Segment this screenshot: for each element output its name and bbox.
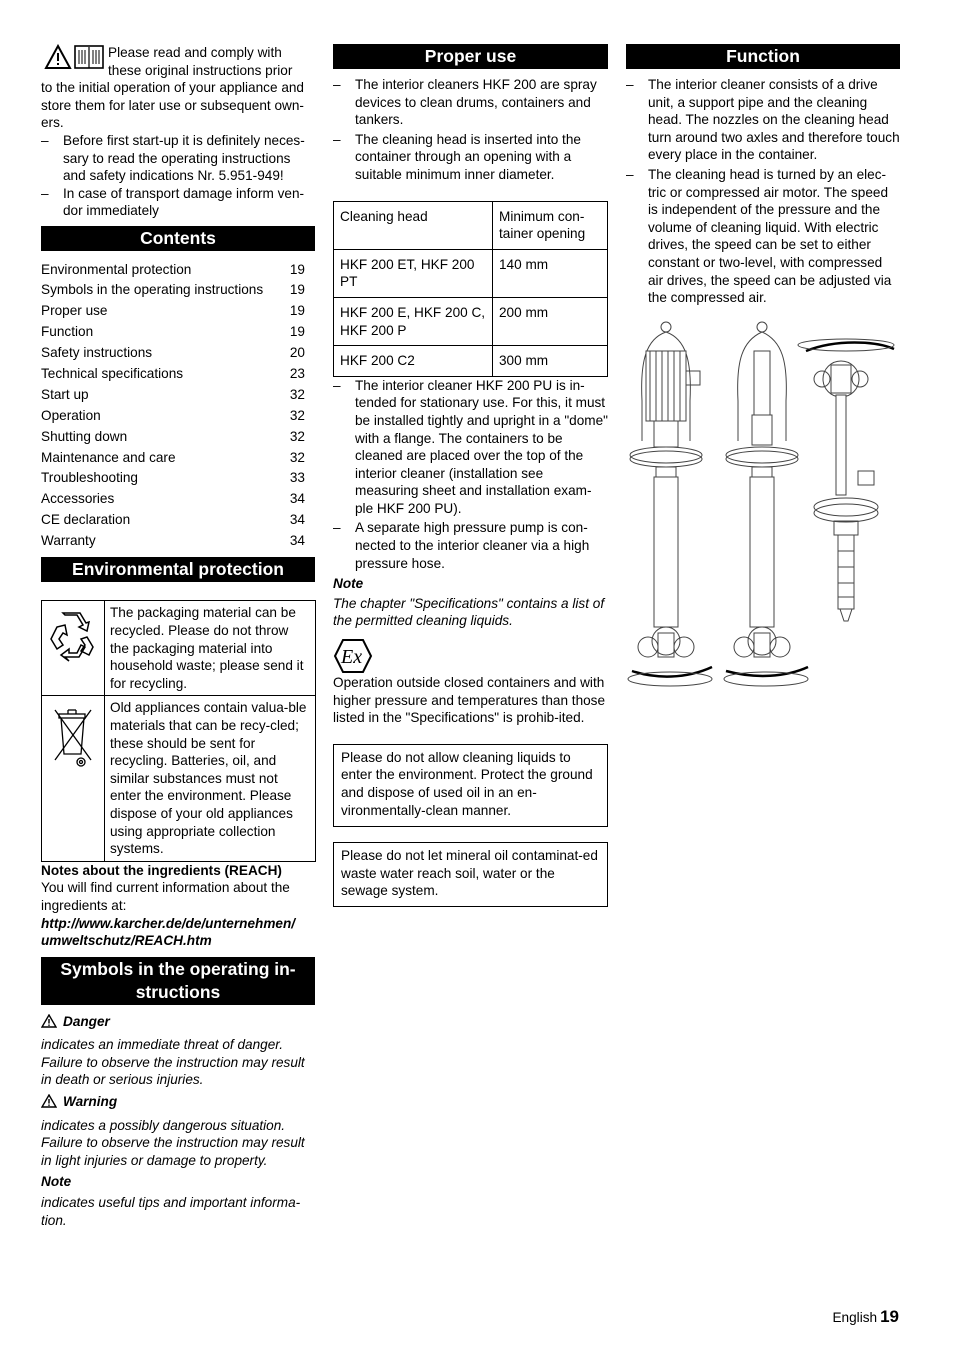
opening-table	[333, 201, 608, 377]
table-cell: HKF 200 ET, HKF 200 PT	[334, 249, 493, 297]
toc-row[interactable]	[41, 301, 315, 322]
proper-use-bullet-1: – The interior cleaners HKF 200 are spray devices to clean drums, containers and tankers.	[333, 76, 608, 129]
toc-row[interactable]	[41, 363, 315, 384]
footer-language: English	[832, 1310, 878, 1325]
warning-manual-icon	[44, 44, 106, 70]
toc-row[interactable]	[41, 426, 315, 447]
intro-line-2: these original instructions prior	[108, 62, 293, 78]
environment-notice-box	[333, 744, 608, 827]
toc-page: 32	[289, 449, 305, 465]
table-header-row	[334, 201, 608, 249]
reach-link-1[interactable]: http://www.karcher.de/de/unternehmen/	[41, 915, 296, 931]
environmental-row	[42, 601, 316, 696]
column-right	[626, 44, 900, 703]
toc-page: 20	[289, 345, 305, 361]
proper-use-note-label: Note	[333, 576, 364, 592]
table-row	[334, 346, 608, 377]
environmental-heading: Environmental protection	[41, 557, 315, 582]
toc-label: Proper use	[41, 303, 108, 319]
toc-page: 32	[289, 407, 305, 423]
intro-text: to the initial operation of your appliance and store them for later use or subsequent own-ers.	[41, 80, 304, 131]
proper-use-bullet-3: – The interior cleaner HKF 200 PU is in-tended for stationary use. For this, it must be installed tightly and upright in a "dome" with a flange. The containers to be cleaned are placed over the top of the interior cleaner (installation see measuring sheet and installation exam-ple HKF 200 PU).	[333, 377, 608, 518]
table-row	[334, 297, 608, 345]
toc-row[interactable]	[41, 343, 315, 364]
toc-label: Operation	[41, 407, 101, 423]
toc-label: CE declaration	[41, 512, 131, 528]
function-heading: Function	[626, 44, 900, 69]
toc-label: Maintenance and care	[41, 449, 176, 465]
proper-use-heading: Proper use	[333, 44, 608, 69]
toc-row[interactable]	[41, 531, 315, 552]
table-cell: HKF 200 C2	[334, 346, 493, 377]
danger-label: Danger	[63, 1013, 110, 1029]
interior-cleaner-drawing	[626, 321, 900, 699]
contents-table	[41, 259, 315, 551]
toc-row[interactable]	[41, 468, 315, 489]
reach-text: You will find current information about the ingredients at:	[41, 880, 290, 913]
reach-link-2[interactable]: umweltschutz/REACH.htm	[41, 933, 212, 949]
toc-row[interactable]	[41, 510, 315, 531]
environmental-row	[42, 696, 316, 861]
toc-row[interactable]	[41, 489, 315, 510]
table-header-cell: Minimum con-tainer opening	[493, 201, 608, 249]
explosion-protection-icon	[333, 638, 608, 674]
toc-page: 34	[289, 533, 305, 549]
toc-label: Safety instructions	[41, 345, 153, 361]
crossed-bin-text: Old appliances contain valua-ble materials that can be recy-cled; these should be sent for recycling. Batteries, oil, and similar substances must not enter the environment. Please dispose of your old appliances using appropriate collection systems.	[105, 696, 316, 861]
toc-page: 32	[289, 386, 305, 402]
interior-cleaner-illustration	[626, 321, 900, 704]
warning-label: Warning	[63, 1094, 118, 1110]
toc-page: 19	[289, 324, 305, 340]
toc-row[interactable]	[41, 447, 315, 468]
toc-row[interactable]	[41, 405, 315, 426]
proper-use-bullets	[333, 76, 608, 184]
table-cell: 200 mm	[493, 297, 608, 345]
note-text: indicates useful tips and important informa-tion.	[41, 1195, 301, 1228]
function-bullets	[626, 76, 900, 307]
toc-label: Technical specifications	[41, 366, 184, 382]
toc-label: Warranty	[41, 533, 96, 549]
toc-page: 32	[289, 428, 305, 444]
toc-page: 19	[289, 282, 305, 298]
intro-bullet-2: – In case of transport damage inform ven-dor immediately	[41, 185, 315, 220]
recycling-icon	[42, 601, 105, 696]
crossed-bin-icon	[42, 696, 105, 861]
toc-page: 23	[289, 366, 305, 382]
environment-notice-text: Please do not allow cleaning liquids to enter the environment. Protect the ground and dispose of used oil in an en-vironmentally-clean manner.	[341, 749, 593, 818]
toc-page: 19	[289, 261, 305, 277]
note-label: Note	[41, 1174, 72, 1190]
proper-use-bullet-4: – A separate high pressure pump is con-nected to the interior cleaner via a high pressure hose.	[333, 519, 608, 572]
toc-label: Start up	[41, 386, 89, 402]
table-cell: 300 mm	[493, 346, 608, 377]
ex-text: Operation outside closed containers and with higher pressure and temperatures than those listed in the "Specifications" is prohib-ited.	[333, 675, 606, 726]
toc-page: 33	[289, 470, 305, 486]
toc-label: Environmental protection	[41, 261, 192, 277]
toc-label: Symbols in the operating instructions	[41, 282, 264, 298]
proper-use-note-text: The chapter "Specifications" contains a list of the permitted cleaning liquids.	[333, 595, 605, 629]
page-number: 19	[880, 1307, 899, 1326]
warning-triangle-icon	[41, 1094, 57, 1113]
toc-row[interactable]	[41, 384, 315, 405]
column-left	[41, 44, 315, 1229]
toc-page: 34	[289, 491, 305, 507]
mineral-oil-notice-box	[333, 842, 608, 907]
toc-label: Accessories	[41, 491, 115, 507]
toc-page: 19	[289, 303, 305, 319]
toc-label: Shutting down	[41, 428, 128, 444]
proper-use-bullet-2: – The cleaning head is inserted into the container through an opening with a suitable minimum inner diameter.	[333, 131, 608, 184]
danger-label-line	[41, 1013, 315, 1033]
symbols-heading	[41, 957, 315, 1005]
toc-row[interactable]	[41, 259, 315, 280]
toc-label: Function	[41, 324, 94, 340]
column-middle	[333, 44, 608, 907]
intro-bullet-1: – Before first start-up it is definitely neces-sary to read the operating instructions and safety indications Nr. 5.951-949!	[41, 132, 315, 185]
mineral-oil-notice-text: Please do not let mineral oil contaminat-ed waste water reach soil, water or the sewage system.	[341, 848, 598, 899]
symbols-heading-line-1: Symbols in the operating in-	[60, 958, 296, 979]
contents-heading: Contents	[41, 226, 315, 251]
symbols-heading-line-2: structions	[135, 981, 221, 1002]
intro-line-1: Please read and comply with	[108, 45, 282, 60]
reach-heading: Notes about the ingredients (REACH)	[41, 862, 282, 878]
table-header-cell: Cleaning head	[334, 201, 493, 249]
warning-text: indicates a possibly dangerous situation. Failure to observe the instruction may result in light injuries or damage to property.	[41, 1117, 305, 1168]
recycling-text: The packaging material can be recycled. Please do not throw the packaging material into household waste; please send it for recycling.	[105, 601, 316, 696]
toc-page: 34	[289, 512, 305, 528]
table-row	[334, 249, 608, 297]
danger-text: indicates an immediate threat of danger. Failure to observe the instruction may result in death or serious injuries.	[41, 1037, 305, 1088]
environmental-table	[41, 600, 316, 861]
toc-label: Troubleshooting	[41, 470, 138, 486]
svg-text:Ex: Ex	[341, 646, 363, 669]
toc-row[interactable]	[41, 280, 315, 301]
page-footer	[832, 1308, 899, 1327]
table-cell: HKF 200 E, HKF 200 C, HKF 200 P	[334, 297, 493, 345]
warning-triangle-icon	[41, 1014, 57, 1033]
function-bullet-2: – The cleaning head is turned by an elec-tric or compressed air motor. The speed is independent of the pressure and the volume of cleaning liquid. With electric drives, the speed can be set to either constant or two-level, with compressed air drives, the speed can be adjusted via the compressed air.	[626, 166, 900, 307]
toc-row[interactable]	[41, 322, 315, 343]
function-bullet-1: – The interior cleaner consists of a drive unit, a support pipe and the cleaning head. The nozzles on the cleaning head turn around two axles and therefore touch every place in the container.	[626, 76, 900, 164]
intro-block	[41, 44, 315, 220]
table-cell: 140 mm	[493, 249, 608, 297]
warning-label-line	[41, 1093, 315, 1113]
